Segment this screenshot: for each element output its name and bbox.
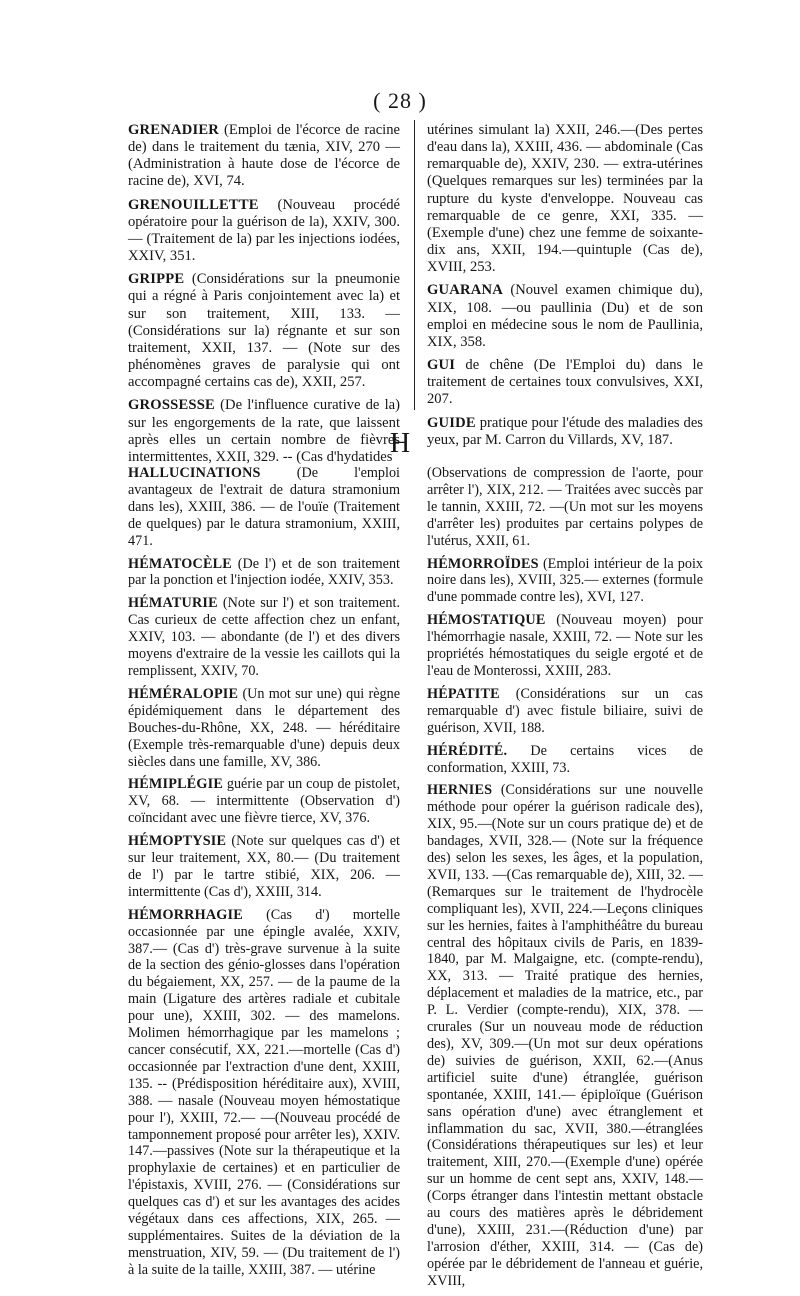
index-entry: HÉMATURIE (Note sur l') et son traitement. Cas curieux de cette affection chez un enfant, XXIV, 103. — abondante (de l') et des divers moyens d'extraire de la vessie les caillots qui la remplissent, XXIV, 70.	[128, 595, 400, 679]
index-entry-continued: utérines simulant la) XXII, 246.—(Des pertes d'eau dans la), XXIII, 436. — abdominale (Cas remarquable de), XXIV, 230. — extra-utérines (Quelques remarques sur les) terminées par la rupture du kyste d'enveloppe. Nouveau cas remarquable de ce genre, XXI, 335. — (Exemple d'une) chez une femme de soixante-dix ans, XXII, 194.—quintuple (Cas de), XVIII, 253.	[427, 122, 703, 276]
index-entry: GRENADIER (Emploi de l'écorce de racine de) dans le traitement du tænia, XIV, 270 —(Administration à haute dose de l'écorce de racine de), XVI, 74.	[128, 122, 400, 190]
page-number: ( 28 )	[373, 88, 427, 113]
index-entry: HÉMATOCÈLE (De l') et de son traitement par la ponction et l'injection iodée, XXIV, 353.	[128, 555, 400, 589]
index-entry: HÉMIPLÉGIE guérie par un coup de pistolet, XV, 68. — intermittente (Observation d') coïncidant avec une fièvre tierce, XV, 376.	[128, 776, 400, 827]
column-top-right	[427, 122, 703, 455]
index-entry: HERNIES (Considérations sur une nouvelle méthode pour opérer la guérison radicale des), XIX, 95.—(Note sur un cours pratique de) et de bandages, XVII, 328.— (Note sur la fréquence des) selon les sexes, les âges, et la population, XVII, 133. —(Cas remarquable de), XIII, 32. — (Remarques sur le traitement de l'hydrocèle compliquant les), XVII, 224.—Leçons cliniques sur les hernies, faites à l'amphithéâtre du bureau central des hôpitaux civils de Paris, en 1839-1840, par M. Malgaigne, etc. (compte-rendu), XX, 313. — Traité pratique des hernies, déplacement et maladies de la matrice, etc., par P. L. Verdier (compte-rendu), XIX, 378. — crurales (Sur un nouveau mode de réduction des), XV, 309.—(Un mot sur deux opérations de) suivies de guérison, XXII, 62.—(Anus artificiel suite d'une) étranglée, guérison spontanée, XXIII, 141.— épiploïque (Guérison sans opération d'une) avec étranglement et inflammation du sac, XVII, 380.—étranglées (Considérations thérapeutiques sur les) et leur traitement, XIII, 270.—(Exemple d'une) opérée sur un homme de cent sept ans, XXIV, 148.— (Corps étranger dans l'intestin mettant obstacle au cours des matières après le débridement d'une), XXIII, 231.—(Réduction d'une) par l'arrosion d'éther, XXIII, 314. — (Cas de) opérée par le débridement de l'anneau et guérie, XVIII,	[427, 782, 703, 1289]
column-bottom-right	[427, 465, 703, 1296]
index-entry: HÉRÉDITÉ. De certains vices de conformation, XXIII, 73.	[427, 742, 703, 776]
index-entry: HÉMORROÏDES (Emploi intérieur de la poix noire dans les), XVIII, 325.— externes (formule d'une pommade contre les), XVI, 127.	[427, 555, 703, 606]
index-entry: HÉMORRHAGIE (Cas d') mortelle occasionnée par une épingle avalée, XXIV, 387.— (Cas d') très-grave survenue à la suite de la section des génio-glosses dans l'opération du bégaiement, XX, 257. — de la paume de la main (Ligature des artères radiale et cubitale pour une), XXIII, 302. — des mamelons. Molimen hémorrhagique par les mamelons ; cancer consécutif, XX, 221.—mortelle (Cas d') occasionnée par l'extraction d'une dent, XXIII, 135. -- (Prédisposition héréditaire aux), XVIII, 388. — nasale (Nouveau moyen hémostatique pour l'), XXIII, 72.— —(Nouveau procédé de tamponnement proposé pour arrêter les), XXIV. 147.—passives (Note sur la thérapeutique et la prophylaxie de certaines) et en particulier de l'épistaxis, XVIII, 276. — (Considérations sur quelques cas d') et sur les avantages des acides végétaux dans ces affections, XIX, 265. —supplémentaires. Suites de la déviation de la menstruation, XIV, 59. — (Du traitement de l') à la suite de la taille, XXIII, 387. — utérine	[128, 906, 400, 1278]
index-entry: HÉMOSTATIQUE (Nouveau moyen) pour l'hémorrhagie nasale, XXIII, 72. — Note sur les propriétés hémostatiques du seigle ergoté et de l'eau de Monterossi, XXIII, 283.	[427, 612, 703, 679]
index-entry: GROSSESSE (De l'influence curative de la) sur les engorgements de la rate, que laissent après elles un certain nombre de fièvres intermittentes, XXII, 329. -- (Cas d'hydatides	[128, 397, 400, 465]
index-entry: HÉPATITE (Considérations sur un cas remarquable d') avec fistule biliaire, suivi de guérison, XVII, 188.	[427, 685, 703, 736]
index-entry: HÉMÉRALOPIE (Un mot sur une) qui règne épidémiquement dans le département des Bouches-du-Rhône, XX, 248. — héréditaire (Exemple très-remarquable d'une) depuis deux siècles dans une famille, XV, 386.	[128, 685, 400, 770]
index-entry: GUI de chêne (De l'Emploi du) dans le traitement de certaines toux convulsives, XXI, 207.	[427, 357, 703, 408]
index-entry: GRENOUILLETTE (Nouveau procédé opératoire pour la guérison de la), XXIV, 300. — (Traitement de la) par les injections iodées, XXIV, 351.	[128, 196, 400, 265]
column-divider	[414, 120, 415, 410]
section-letter: H	[389, 428, 411, 459]
index-entry: GUARANA (Nouvel examen chimique du), XIX, 108. —ou paullinia (Du) et de son emploi en médecine sous le nom de Paullinia, XIX, 358.	[427, 282, 703, 350]
column-bottom-left	[128, 465, 400, 1285]
index-entry: HÉMOPTYSIE (Note sur quelques cas d') et sur leur traitement, XX, 80.— (Du traitement de l') par le tartre stibié, XIX, 206. — intermittente (Cas d'), XXIII, 314.	[128, 833, 400, 900]
column-top-left	[128, 122, 400, 472]
index-entry: HALLUCINATIONS (De l'emploi avantageux de l'extrait de datura stramonium dans les), XXIII, 386. — de l'ouïe (Traitement de quelques) par le datura stramonium, XXIII, 471.	[128, 465, 400, 549]
index-entry-continued: (Observations de compression de l'aorte, pour arrêter l'), XIX, 212. — Traitées avec succès par le tannin, XXIII, 72. —(Un mot sur les moyens d'arrêter les) produites par certains polypes de l'utérus, XXII, 61.	[427, 465, 703, 549]
index-entry: GRIPPE (Considérations sur la pneumonie qui a régné à Paris conjointement avec la) et sur son traitement, XIII, 133. — (Considérations sur la) régnante et sur son traitement, XXII, 137. — (Note sur des phénomènes graves de paralysie qui ont accompagné certains cas de), XXII, 257.	[128, 271, 400, 391]
index-entry: GUIDE pratique pour l'étude des maladies des yeux, par M. Carron du Villards, XV, 187.	[427, 414, 703, 448]
